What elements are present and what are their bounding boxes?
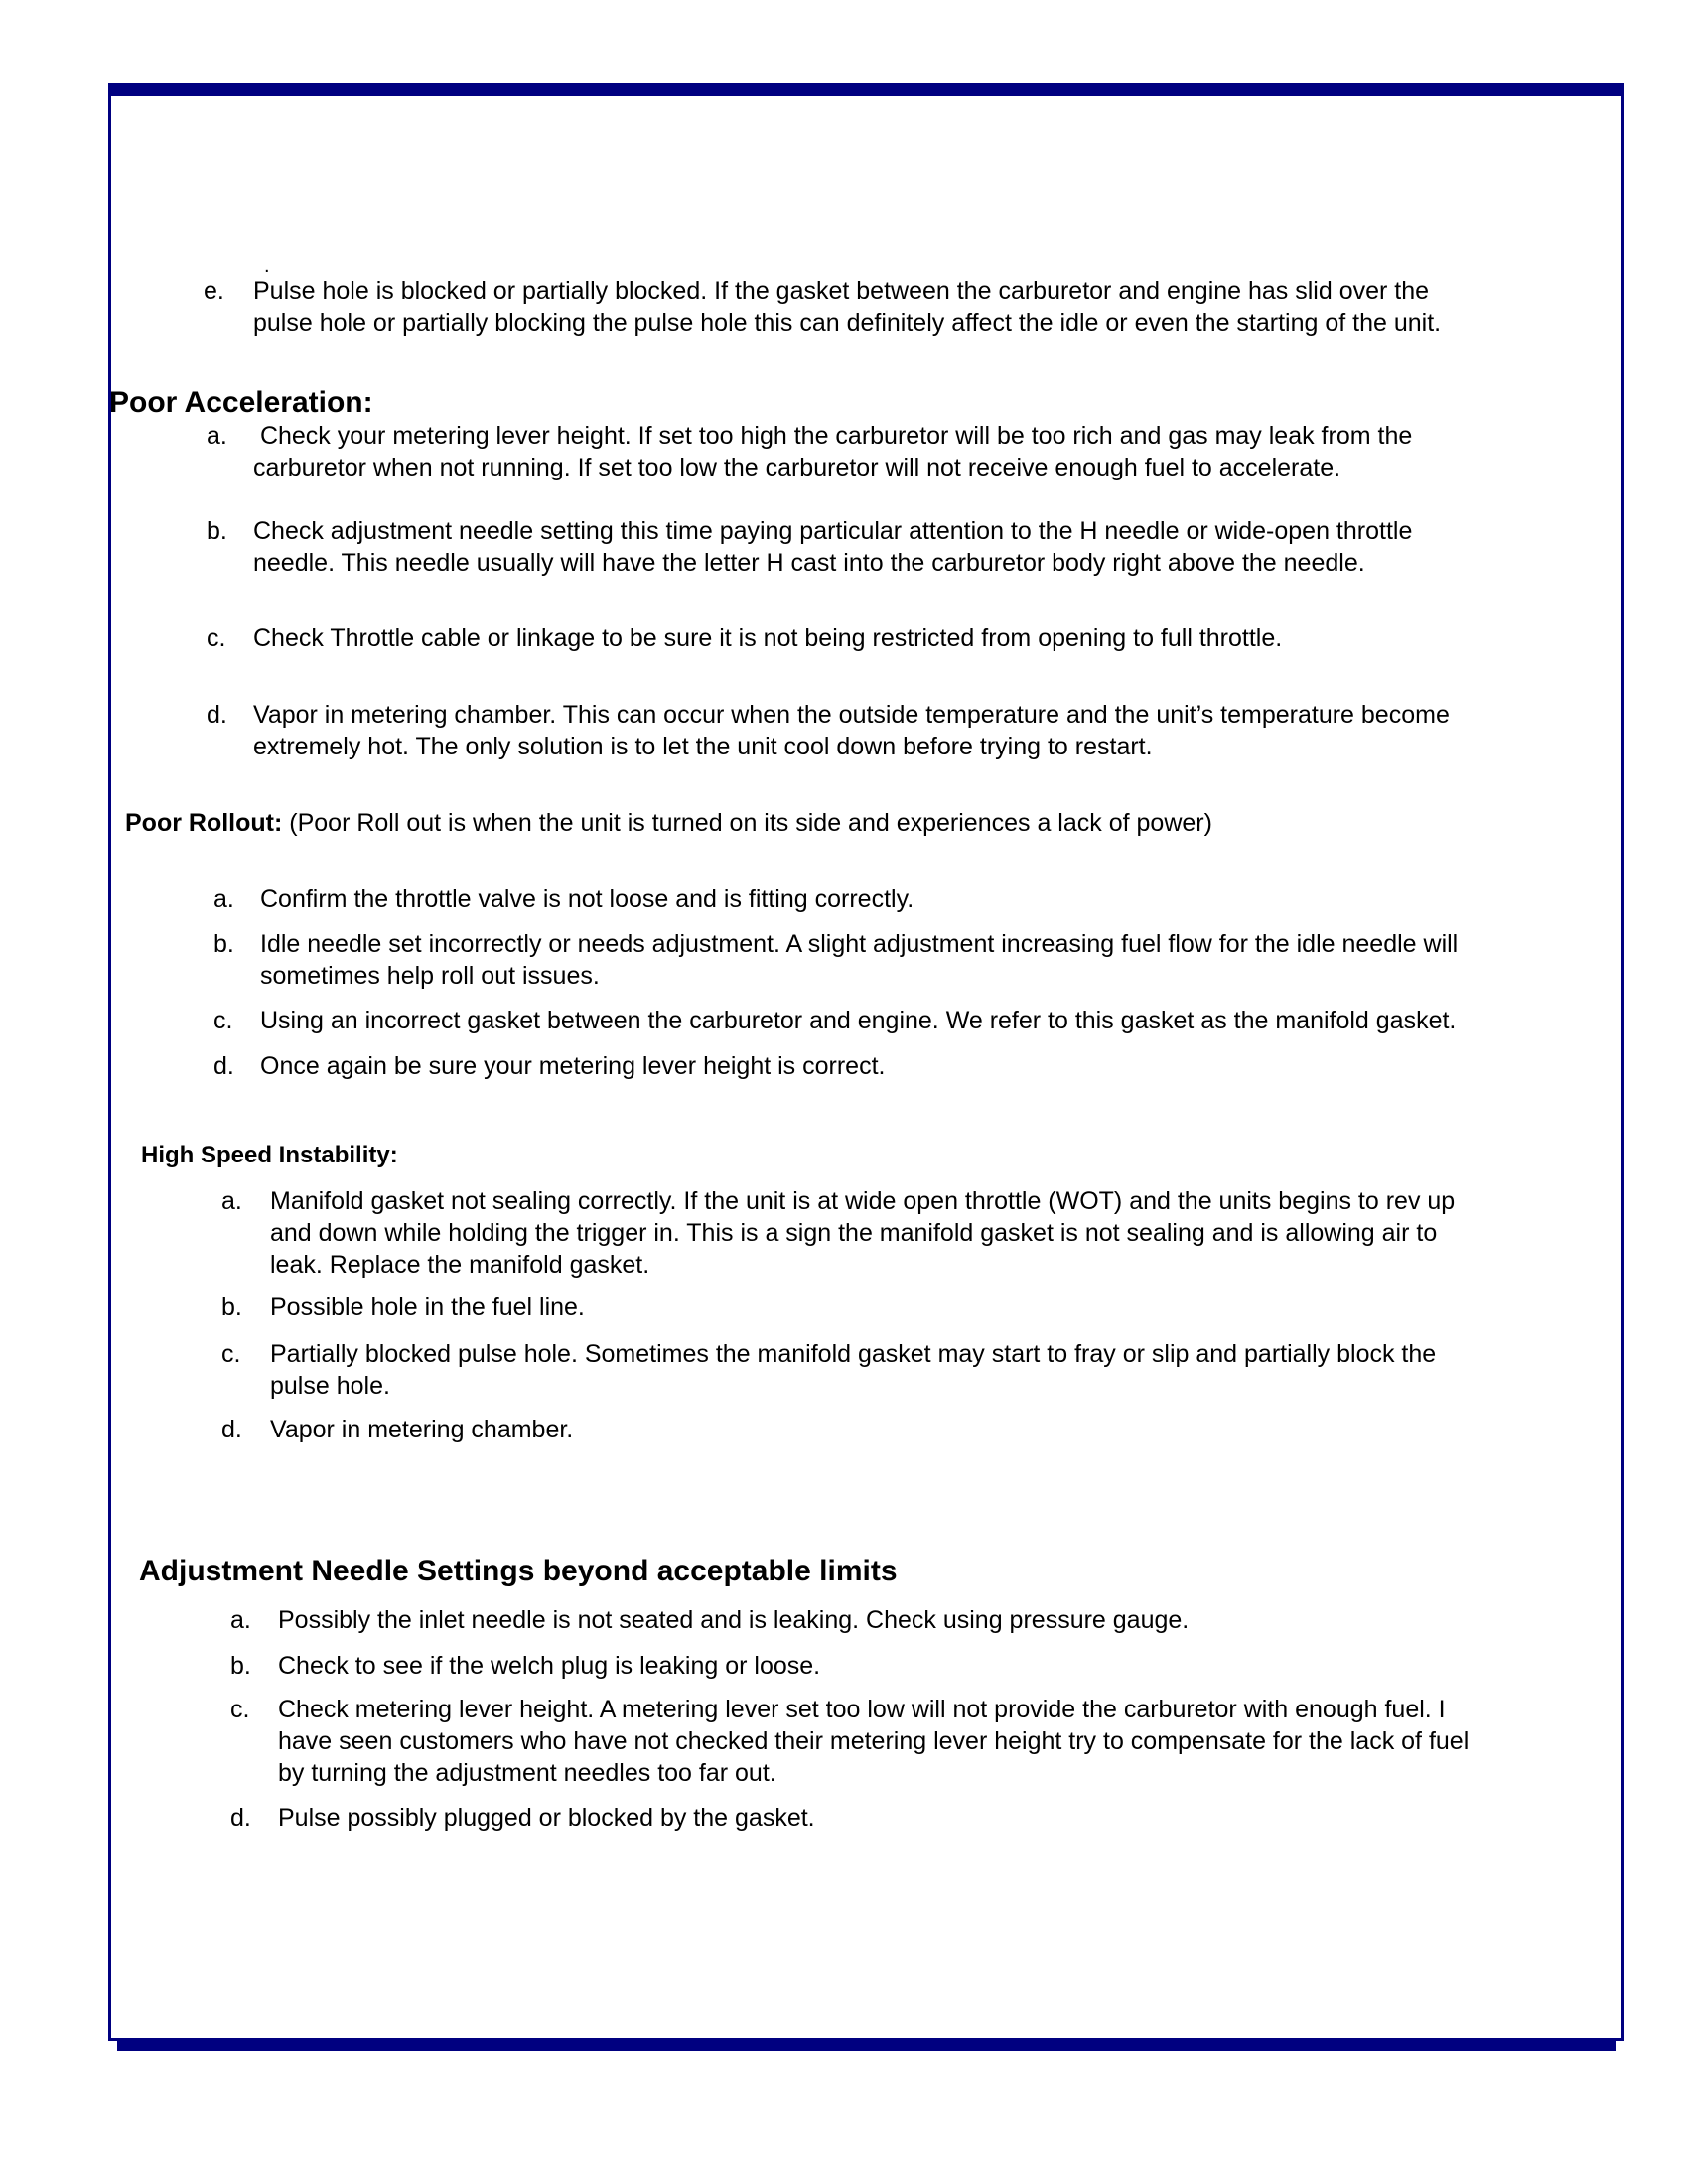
heading-poor-acceleration: Poor Acceleration: bbox=[109, 386, 373, 419]
frame-top-bar bbox=[108, 83, 1624, 96]
list-item-text: Once again be sure your metering lever height is correct. bbox=[260, 1052, 886, 1080]
list-item-text: Check Throttle cable or linkage to be sure it is not being restricted from opening to full throttle. bbox=[253, 624, 1283, 652]
list-item-text: Pulse hole is blocked or partially blocked. If the gasket between the carburetor and engine has slid over the pulse hole or partially blocking the pulse hole this can definitely affect the idle or even the starting of the unit. bbox=[253, 277, 1442, 337]
list-item-text: Check adjustment needle setting this time paying particular attention to the H needle or wide-open throttle needle. This needle usually will have the letter H cast into the carburetor body right above the needle. bbox=[253, 517, 1413, 577]
list-marker: b. bbox=[221, 1294, 242, 1321]
list-marker: d. bbox=[213, 1052, 234, 1080]
list-marker: c. bbox=[207, 624, 226, 652]
list-marker: b. bbox=[230, 1652, 251, 1680]
poor-rollout-description: (Poor Roll out is when the unit is turned on its side and experiences a lack of power) bbox=[282, 809, 1212, 837]
list-marker: d. bbox=[221, 1416, 242, 1443]
list-item-text: Check to see if the welch plug is leaking or loose. bbox=[278, 1652, 821, 1680]
list-marker: a. bbox=[207, 422, 227, 450]
list-item-text: Manifold gasket not sealing correctly. If the unit is at wide open throttle (WOT) and the units begins to rev up and down while holding the trigger in. This is a sign the manifold gasket is not sealing and is allowing air to leak. Replace the manifold gasket. bbox=[270, 1187, 1456, 1279]
heading-poor-rollout bbox=[125, 807, 1212, 839]
list-marker: a. bbox=[213, 886, 234, 913]
frame-right-border bbox=[1621, 83, 1624, 2041]
list-marker: c. bbox=[221, 1340, 241, 1368]
list-marker: c. bbox=[230, 1696, 250, 1723]
list-marker: e. bbox=[204, 277, 224, 305]
list-marker: b. bbox=[207, 517, 227, 545]
frame-bottom-bar bbox=[117, 2038, 1616, 2051]
heading-poor-rollout-label: Poor Rollout: bbox=[125, 809, 283, 837]
list-item-text: Confirm the throttle valve is not loose and is fitting correctly. bbox=[260, 886, 914, 913]
list-marker: d. bbox=[230, 1804, 251, 1832]
list-item-text: Pulse possibly plugged or blocked by the gasket. bbox=[278, 1804, 815, 1832]
list-marker: a. bbox=[230, 1606, 251, 1634]
list-marker: a. bbox=[221, 1187, 242, 1215]
list-marker: d. bbox=[207, 701, 227, 729]
list-item-text: Check metering lever height. A metering lever set too low will not provide the carburetor with enough fuel. I have seen customers who have not checked their metering lever height try to compensate for the lack of fuel by turning the adjustment needles too far out. bbox=[278, 1696, 1470, 1787]
list-item-text: Possible hole in the fuel line. bbox=[270, 1294, 585, 1321]
list-item-text: Check your metering lever height. If set too high the carburetor will be too rich and gas may leak from the carburetor when not running. If set too low the carburetor will not receive enough fuel to accelerate. bbox=[253, 422, 1413, 481]
stray-dot: . bbox=[264, 255, 270, 277]
list-item-text: Vapor in metering chamber. bbox=[270, 1416, 574, 1443]
list-item-text: Using an incorrect gasket between the carburetor and engine. We refer to this gasket as the manifold gasket. bbox=[260, 1007, 1457, 1034]
list-item-text: Possibly the inlet needle is not seated and is leaking. Check using pressure gauge. bbox=[278, 1606, 1190, 1634]
heading-adjustment-needle-settings: Adjustment Needle Settings beyond acceptable limits bbox=[139, 1555, 898, 1587]
frame-left-border bbox=[108, 83, 111, 2041]
list-marker: c. bbox=[213, 1007, 233, 1034]
list-marker: b. bbox=[213, 930, 234, 958]
heading-high-speed-instability: High Speed Instability: bbox=[141, 1142, 398, 1168]
list-item-text: Partially blocked pulse hole. Sometimes the manifold gasket may start to fray or slip and partially block the pulse hole. bbox=[270, 1340, 1437, 1400]
list-item-text: Idle needle set incorrectly or needs adjustment. A slight adjustment increasing fuel flow for the idle needle will sometimes help roll out issues. bbox=[260, 930, 1459, 990]
list-item-text: Vapor in metering chamber. This can occur when the outside temperature and the unit’s temperature become extremely hot. The only solution is to let the unit cool down before trying to restart. bbox=[253, 701, 1450, 760]
